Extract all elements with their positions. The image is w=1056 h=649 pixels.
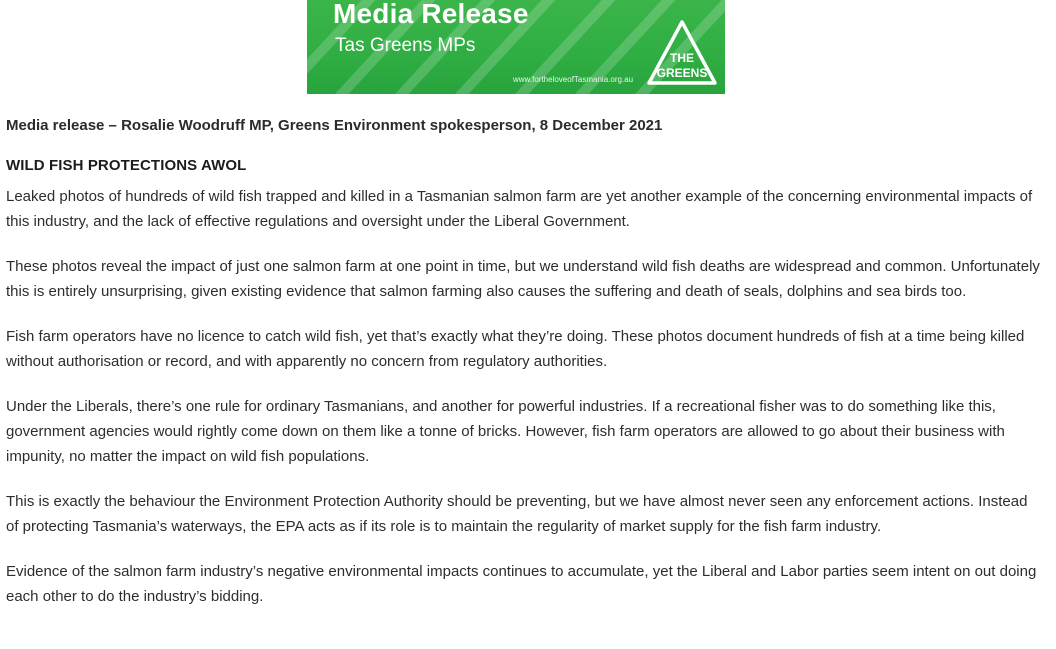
- paragraph: Evidence of the salmon farm industry’s negative environmental impacts continues to accumulate, yet the Liberal and Labor parties seem intent on out doing each other to do the industry’s bidding.: [6, 563, 1037, 605]
- banner-title: Media Release: [333, 0, 529, 29]
- article-body: [6, 112, 1042, 609]
- greens-triangle-logo: [647, 20, 717, 86]
- banner-subtitle: Tas Greens MPs: [335, 35, 476, 56]
- paragraph: These photos reveal the impact of just one salmon farm at one point in time, but we understand wild fish deaths are widespread and common. Unfortunately this is entirely unsurprising, given existing evidence that salmon farming also causes the suffering and death of seals, dolphins and sea birds too.: [6, 258, 1040, 300]
- paragraph: Under the Liberals, there’s one rule for ordinary Tasmanians, and another for powerful industries. If a recreational fisher was to do something like this, government agencies would rightly come down on them like a tonne of bricks. However, fish farm operators are allowed to go about their business with impunity, no matter the impact on wild fish populations.: [6, 398, 1005, 465]
- paragraph: This is exactly the behaviour the Environment Protection Authority should be preventing, but we have almost never seen any enforcement actions. Instead of protecting Tasmania’s waterways, the EPA acts as if its role is to maintain the regularity of market supply for the fish farm industry.: [6, 493, 1028, 535]
- logo-line-1: THE: [670, 51, 694, 65]
- paragraph: Fish farm operators have no licence to catch wild fish, yet that’s exactly what they’re doing. These photos document hundreds of fish at a time being killed without authorisation or record, and with apparently no concern from regulatory authorities.: [6, 328, 1025, 370]
- byline: Media release – Rosalie Woodruff MP, Greens Environment spokesperson, 8 December 2021: [6, 117, 663, 134]
- paragraph: Leaked photos of hundreds of wild fish trapped and killed in a Tasmanian salmon farm are yet another example of the concerning environmental impacts of this industry, and the lack of effective regulations and oversight under the Liberal Government.: [6, 188, 1033, 230]
- media-release-banner: [307, 0, 725, 94]
- logo-line-2: GREENS: [656, 66, 708, 80]
- banner-url: www.fortheloveofTasmania.org.au: [513, 75, 634, 84]
- headline: WILD FISH PROTECTIONS AWOL: [6, 157, 247, 174]
